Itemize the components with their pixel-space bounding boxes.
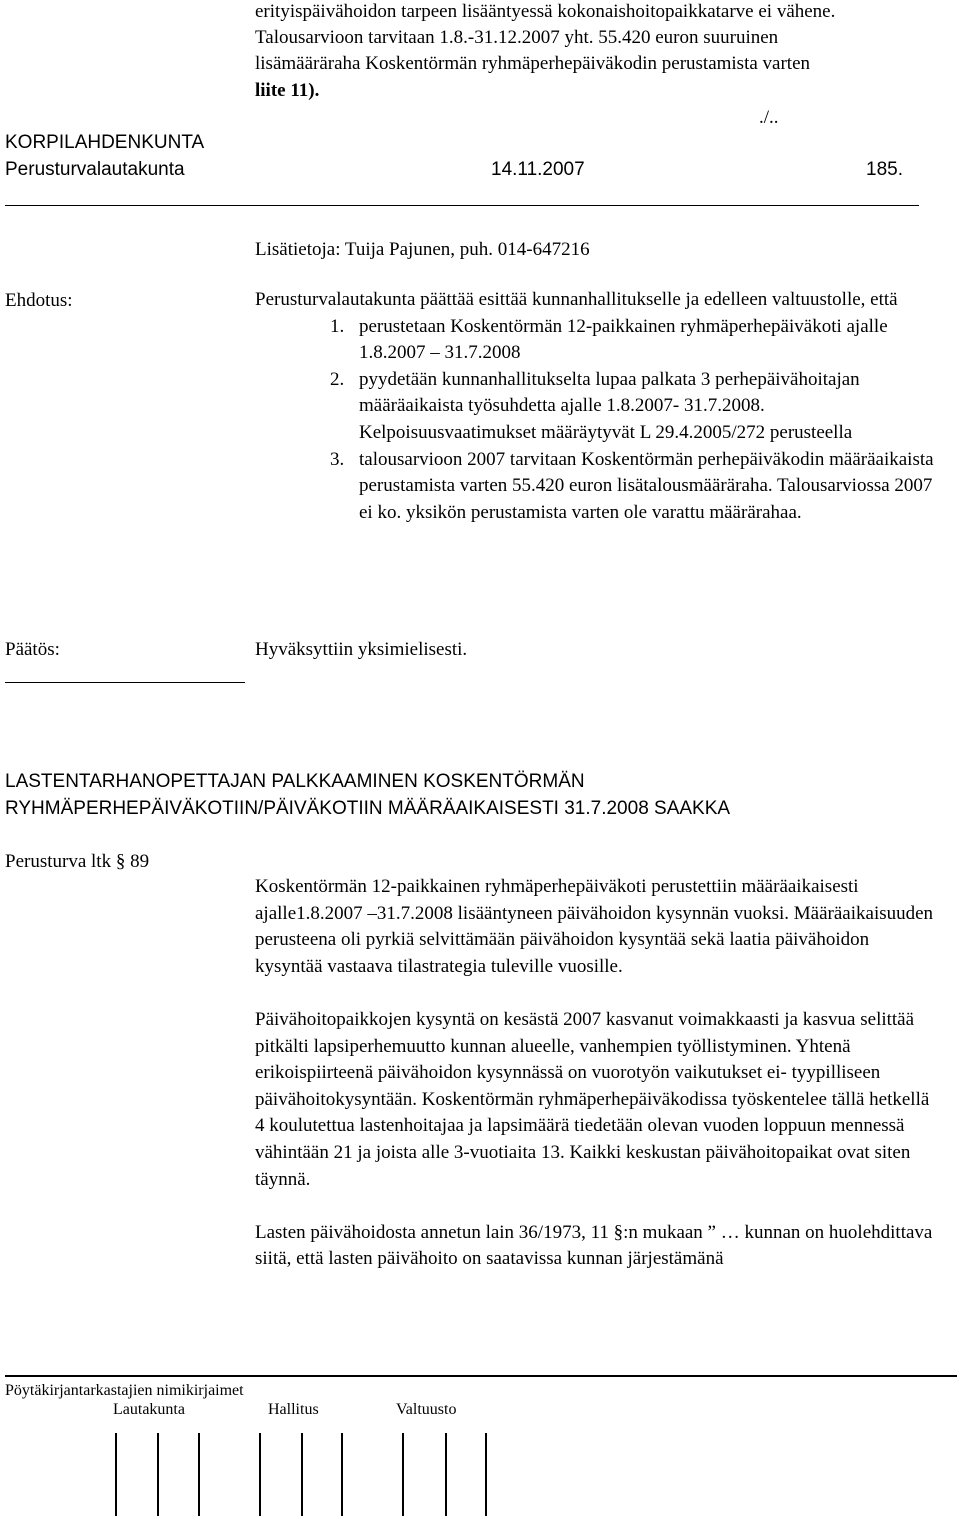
signature-divider	[115, 1433, 117, 1516]
body-paragraph: Päivähoitopaikkojen kysyntä on kesästä 2007 kasvanut voimakkaasti ja kasvua selittää pitkälti lapsiperhemuutto kunnan alueelle, vanhempien työllistyminen. Yhtenä erikoispiirteenä päivähoidon kysynnässä on vuorotyön vaikutukset ei- tyypilliseen päivähoitokysyntään. Koskentörmän ryhmäperhepäiväkodissa työskentelee tällä hetkellä 4 koulutettua lastenhoitajaa ja lapsimäärä tiedetään olevan vuoden loppuun mennessä vähintään 21 ja joista alle 3-vuotiaita 13. Kaikki keskustan päivähoitopaikat ovat siten täynnä.	[255, 1008, 930, 1190]
decision-label: Päätös:	[5, 639, 60, 660]
footer-title: Pöytäkirjantarkastajien nimikirjaimet	[5, 1382, 244, 1399]
decision-text: Hyväksyttiin yksimielisesti.	[255, 639, 468, 660]
signature-divider	[198, 1433, 200, 1516]
signature-divider	[157, 1433, 159, 1516]
board-name: Perusturvalautakunta	[5, 159, 185, 180]
proposal-item-number: 3.	[330, 448, 345, 470]
intro-last-line: liite 11).	[255, 80, 320, 101]
body-text	[255, 874, 940, 1300]
intro-line-1: erityispäivähoidon tarpeen lisääntyessä kokonaishoitopaikkatarve ei vähene.	[255, 1, 836, 22]
proposal-item	[330, 314, 940, 367]
proposal-item-text: perustetaan Koskentörmän 12-paikkainen ryhmäperhepäiväkoti ajalle 1.8.2007 – 31.7.2008	[359, 315, 888, 364]
proposal-item-text: talousarvioon 2007 tarvitaan Koskentörmän perhepäiväkodin määräaikaista perustamista varten 55.420 euron lisätalousmääräraha. Talousarviossa 2007 ei ko. yksikön perustamista varten ole varattu määrärahaa.	[359, 448, 934, 523]
intro-line-2: Talousarvioon tarvitaan 1.8.-31.12.2007 yht. 55.420 euron suuruinen	[255, 27, 779, 48]
intro-line-3: lisämääräraha Koskentörmän ryhmäperhepäiväkodin perustamista varten	[255, 53, 811, 74]
footer-column-board: Lautakunta	[113, 1401, 185, 1418]
section-reference: Perusturva ltk § 89	[5, 851, 150, 872]
proposal-item-number: 1.	[330, 315, 345, 337]
footer-column-council: Valtuusto	[396, 1401, 457, 1418]
section-title-line-1: LASTENTARHANOPETTAJAN PALKKAAMINEN KOSKENTÖRMÄN	[5, 771, 585, 792]
proposal-item-number: 2.	[330, 368, 345, 390]
proposal-item-text: pyydetään kunnanhallitukselta lupaa palkata 3 perhepäivähoitajan määräaikaista työsuhdetta ajalle 1.8.2007- 31.7.2008. Kelpoisuusvaatimukset määräytyvät L 29.4.2005/272 perusteella	[359, 368, 860, 443]
signature-divider	[485, 1433, 487, 1516]
continuation-mark: ./..	[759, 107, 779, 128]
header-rule	[5, 205, 919, 206]
footer-rule	[5, 1375, 957, 1377]
section-title-line-2: RYHMÄPERHEPÄIVÄKOTIIN/PÄIVÄKOTIIN MÄÄRÄAIKAISESTI 31.7.2008 SAAKKA	[5, 798, 731, 819]
municipality-name: KORPILAHDENKUNTA	[5, 132, 205, 153]
meeting-date: 14.11.2007	[491, 159, 585, 180]
body-paragraph: Koskentörmän 12-paikkainen ryhmäperhepäiväkoti perustettiin määräaikaisesti ajalle1.8.2007 –31.7.2008 lisääntyneen päivähoidon kysynnän vuoksi. Määräaikaisuuden perusteena oli pyrkiä selvittämään päivähoidon kysyntää sekä laatia päivähoidon kysyntää vastaava tilastrategia tuleville vuosille.	[255, 876, 934, 977]
proposal-list	[255, 314, 940, 527]
proposal-label: Ehdotus:	[5, 290, 73, 311]
contact-info: Lisätietoja: Tuija Pajunen, puh. 014-647216	[255, 239, 590, 260]
proposal-section	[255, 287, 940, 526]
signature-divider	[341, 1433, 343, 1516]
signature-divider	[301, 1433, 303, 1516]
proposal-item	[330, 367, 940, 447]
decision-rule	[5, 682, 245, 683]
body-paragraph: Lasten päivähoidosta annetun lain 36/1973, 11 §:n mukaan ” … kunnan on huolehdittava siitä, että lasten päivähoito on saatavissa kunnan järjestämänä	[255, 1221, 933, 1270]
signature-divider	[259, 1433, 261, 1516]
signature-divider	[445, 1433, 447, 1516]
proposal-item	[330, 447, 940, 527]
footer-column-government: Hallitus	[268, 1401, 319, 1418]
proposal-lead: Perusturvalautakunta päättää esittää kunnanhallitukselle ja edelleen valtuustolle, että	[255, 289, 898, 310]
page-number: 185.	[866, 159, 903, 180]
signature-divider	[402, 1433, 404, 1516]
